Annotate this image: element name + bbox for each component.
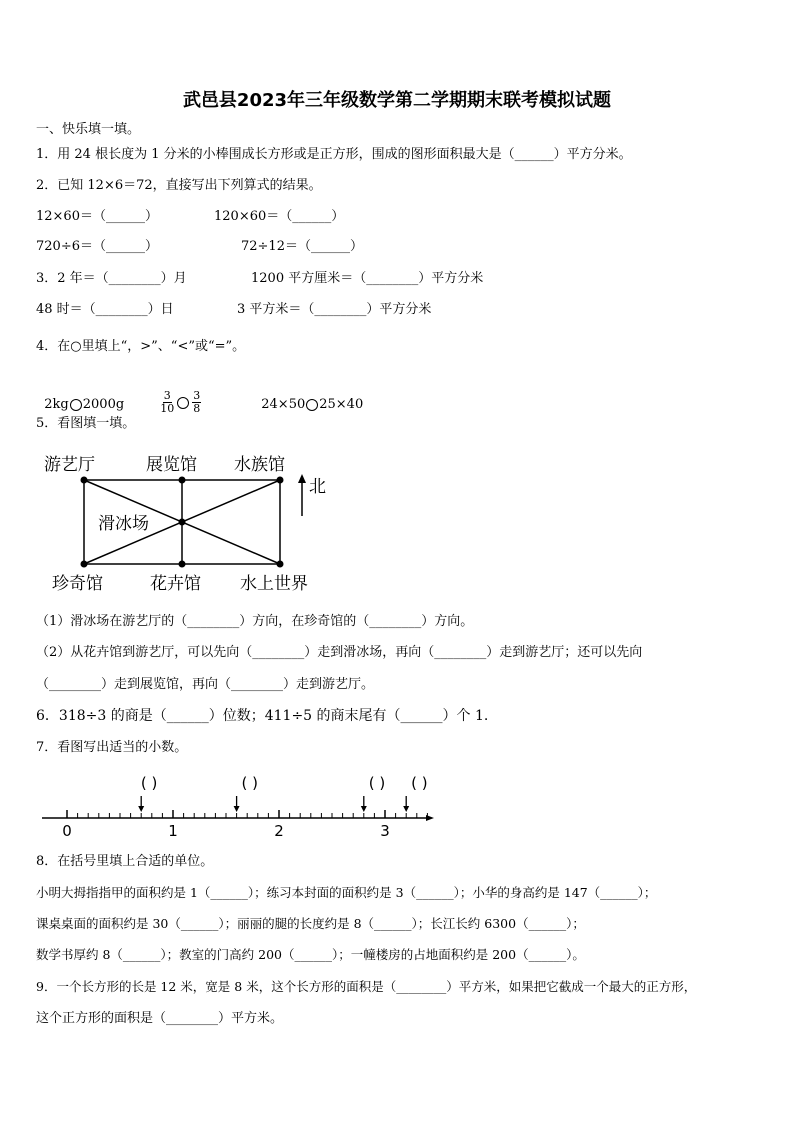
question-3-a: 3．2 年＝（________）月 [36, 271, 187, 286]
answer-bracket: ( ) [241, 774, 259, 792]
map-label-center: 滑冰场 [98, 514, 149, 534]
question-2-a: 12×60＝（______） [36, 209, 158, 224]
page-title: 武邑县2023年三年级数学第二学期期末联考模拟试题 [182, 90, 612, 111]
question-2-stem: 2．已知 12×6＝72，直接写出下列算式的结果。 [36, 178, 322, 193]
map-label-top-right: 水族馆 [234, 455, 285, 475]
map-label-bottom-mid: 花卉馆 [150, 574, 201, 594]
question-5-part-1: （1）滑冰场在游艺厅的（________）方向，在珍奇馆的（________）方向。 [36, 614, 474, 629]
compare-left: 24×50 [261, 397, 306, 412]
north-arrow-head-icon [298, 474, 306, 483]
number-line-tick-label: 3 [380, 822, 390, 840]
question-8-line-2: 课桌桌面的面积约是 30（______）；丽丽的腿的长度约是 8（______）；长江长约 6300（______）； [36, 916, 585, 931]
compare-circle[interactable] [306, 399, 318, 411]
compare-right: 25×40 [319, 397, 364, 412]
pointer-arrow-head-icon [138, 806, 144, 812]
question-2-b: 120×60＝（______） [214, 209, 345, 224]
question-2-d: 72÷12＝（______） [241, 239, 363, 254]
question-9-line-2: 这个正方形的面积是（________）平方米。 [36, 1011, 284, 1026]
pointer-arrow-head-icon [361, 806, 367, 812]
map-node [179, 519, 186, 526]
question-8-stem: 8．在括号里填上合适的单位。 [36, 854, 214, 869]
answer-bracket: ( ) [140, 774, 158, 792]
map-node [179, 477, 186, 484]
question-8-line-3: 数学书厚约 8（______）；教室的门高约 200（______）；一幢楼房的占地面积约是 200（______）。 [36, 947, 585, 962]
map-node [81, 561, 88, 568]
question-1: 1．用 24 根长度为 1 分米的小棒围成长方形或是正方形，围成的图形面积最大是（______）平方分米。 [36, 147, 632, 162]
number-line-tick-label: 0 [62, 822, 72, 840]
answer-bracket: ( ) [368, 774, 386, 792]
fraction-right: $\frac{3}{8}$ [193, 389, 201, 415]
fraction-left: $\frac{3}{10}$ [160, 389, 175, 415]
map-label-top-mid: 展览馆 [146, 455, 197, 475]
section-heading: 一、快乐填一填。 [36, 122, 141, 137]
answer-bracket: ( ) [411, 774, 428, 792]
question-5-stem: 5．看图填一填。 [36, 416, 136, 431]
question-2-c: 720÷6＝（______） [36, 239, 158, 254]
map-node [277, 561, 284, 568]
compare-circle[interactable] [70, 399, 82, 411]
compare-right: 2000g [82, 397, 125, 412]
number-line-tick-label: 2 [274, 822, 284, 840]
question-9-line-1: 9．一个长方形的长是 12 米，宽是 8 米，这个长方形的面积是（________）平方米，如果把它截成一个最大的正方形， [36, 979, 697, 994]
map-node [179, 561, 186, 568]
map-node [81, 477, 88, 484]
question-4-b [150, 372, 203, 415]
question-3-b: 1200 平方厘米＝（________）平方分米 [251, 271, 484, 286]
location-map [36, 446, 346, 596]
compare-circle[interactable] [177, 397, 189, 409]
number-line [36, 768, 446, 840]
question-4-c [253, 378, 363, 414]
question-6: 6．318÷3 的商是（______）位数；411÷5 的商末尾有（______）个 1. [36, 708, 489, 724]
map-label-bottom-right: 水上世界 [240, 574, 308, 594]
question-5-part-2b: （________）走到展览馆，再向（________）走到游艺厅。 [36, 677, 375, 692]
question-4-a [36, 378, 124, 414]
map-label-bottom-left: 珍奇馆 [52, 574, 103, 594]
question-4-stem: 4．在○里填上“，>”、“<”或“=”。 [36, 339, 246, 354]
number-line-tick-label: 1 [168, 822, 178, 840]
question-3-c: 48 时＝（________）日 [36, 302, 174, 317]
map-node [277, 477, 284, 484]
north-label: 北 [309, 477, 326, 497]
question-8-line-1: 小明大拇指指甲的面积约是 1（______）；练习本封面的面积约是 3（______）；小华的身高约是 147（______）； [36, 885, 657, 900]
question-7-stem: 7．看图写出适当的小数。 [36, 740, 188, 755]
question-3-d: 3 平方米＝（________）平方分米 [237, 302, 432, 317]
pointer-arrow-head-icon [234, 806, 240, 812]
map-label-top-left: 游艺厅 [44, 455, 95, 475]
question-5-part-2a: （2）从花卉馆到游艺厅，可以先向（________）走到滑冰场，再向（________）走到游艺厅；还可以先向 [36, 645, 643, 660]
compare-left: 2kg [44, 397, 69, 412]
pointer-arrow-head-icon [403, 806, 409, 812]
